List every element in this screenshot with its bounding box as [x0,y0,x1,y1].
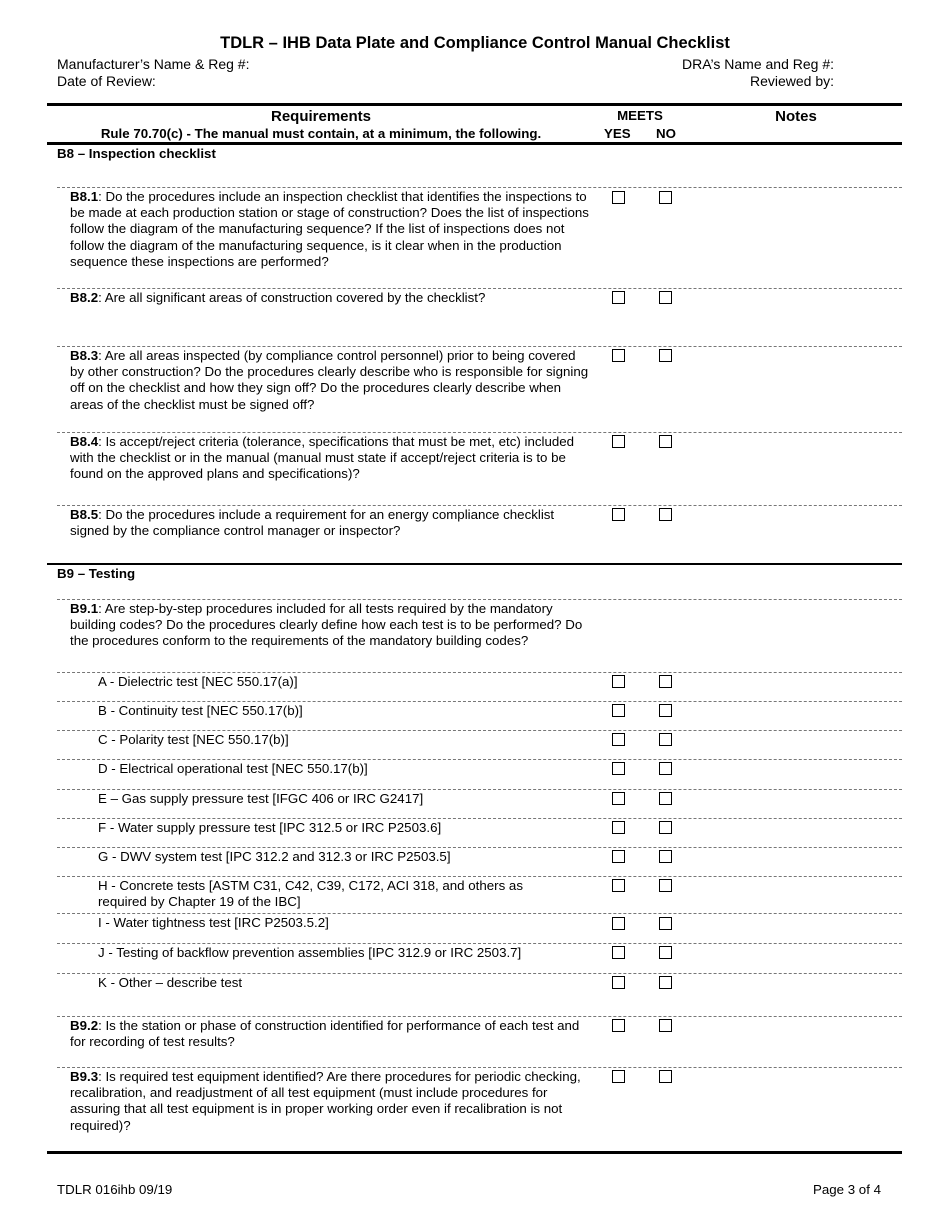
question-text: : Do the procedures include a requirement for an energy compliance checklist signed by the compliance control manager or inspector? [70,507,555,539]
no-checkbox-b9-3[interactable] [659,1070,672,1083]
row-divider [57,789,902,790]
form-id: TDLR 016ihb 09/19 [57,1182,173,1197]
row-divider [57,759,902,760]
no-checkbox-test-e[interactable] [659,792,672,805]
test-k: K - Other – describe test [98,975,243,990]
question-text: : Are all areas inspected (by compliance control personnel) prior to being covered by other construction? Do the procedures clearly describe who is responsible for signing off on the checklist and how they sign off? Do the procedures clearly describe when areas of the checklist must be signed off? [70,348,589,412]
question-code: B8.5 [70,507,99,522]
test-f: F - Water supply pressure test [IPC 312.5 or IRC P2503.6] [98,820,442,835]
no-checkbox-test-c[interactable] [659,733,672,746]
yes-checkbox-test-c[interactable] [612,733,625,746]
question-code: B9.3 [70,1069,99,1084]
test-g: G - DWV system test [IPC 312.2 and 312.3 or IRC P2503.5] [98,849,451,864]
no-checkbox-test-g[interactable] [659,850,672,863]
meets-heading: MEETS [617,108,663,123]
no-checkbox-b8-1[interactable] [659,191,672,204]
yes-checkbox-test-d[interactable] [612,762,625,775]
section-b9-heading: B9 – Testing [57,566,136,581]
question-code: B8.2 [70,290,99,305]
row-divider [57,973,902,974]
test-i: I - Water tightness test [IRC P2503.5.2] [98,915,329,930]
yes-checkbox-test-f[interactable] [612,821,625,834]
question-text: : Are step-by-step procedures included for all tests required by the mandatory building codes? Do the procedures clearly define how each test is to be performed? Do the procedures conform to the requirements of the mandatory building codes? [70,601,583,649]
section-b8-heading: B8 – Inspection checklist [57,146,216,161]
no-checkbox-test-h[interactable] [659,879,672,892]
question-b8-2 [70,290,590,306]
question-text: : Are all significant areas of construction covered by the checklist? [98,290,486,305]
question-b9-3 [70,1069,590,1134]
yes-checkbox-test-h[interactable] [612,879,625,892]
reviewed-by-label: Reviewed by: [749,73,834,89]
question-b8-4 [70,434,590,483]
section-b9-rule [47,563,902,565]
yes-checkbox-test-j[interactable] [612,946,625,959]
yes-checkbox-test-k[interactable] [612,976,625,989]
test-a: A - Dielectric test [NEC 550.17(a)] [98,674,298,689]
row-divider [57,701,902,702]
yes-checkbox-b9-2[interactable] [612,1019,625,1032]
row-divider [57,599,902,600]
yes-checkbox-test-b[interactable] [612,704,625,717]
test-h: H - Concrete tests [ASTM C31, C42, C39, C172, ACI 318, and others as required by Chapter 19 of the IBC] [98,878,523,910]
question-b8-1 [70,189,590,270]
no-checkbox-test-b[interactable] [659,704,672,717]
question-b8-5 [70,507,590,539]
yes-checkbox-test-a[interactable] [612,675,625,688]
question-b8-3 [70,348,590,413]
row-divider [57,505,902,506]
yes-heading: YES [604,126,631,141]
question-b9-1 [70,601,590,650]
question-text: : Is required test equipment identified? Are there procedures for periodic checking, recalibration, and readjustment of all test equipment (must include procedures for assuring that all test equipment is in proper working order even if recalibration is not required)? [70,1069,581,1133]
test-e: E – Gas supply pressure test [IFGC 406 or IRC G2417] [98,791,424,806]
row-divider [57,1016,902,1017]
no-checkbox-test-d[interactable] [659,762,672,775]
yes-checkbox-test-i[interactable] [612,917,625,930]
no-checkbox-b9-2[interactable] [659,1019,672,1032]
question-text: : Do the procedures include an inspection checklist that identifies the inspections to be made at each production station or stage of construction? Does the list of inspections follow the diagram of the manufacturing sequence? If the list of inspections does not follow the diagram of the manufacturing sequence, is it clear when in the production sequence these inspections are performed? [70,189,589,269]
dra-label: DRA’s Name and Reg #: [682,56,834,72]
row-divider [57,943,902,944]
requirements-heading: Requirements [270,108,372,125]
question-code: B8.3 [70,348,99,363]
no-checkbox-b8-4[interactable] [659,435,672,448]
yes-checkbox-b8-3[interactable] [612,349,625,362]
table-top-rule [47,103,902,106]
no-heading: NO [656,126,676,141]
yes-checkbox-b8-5[interactable] [612,508,625,521]
row-divider [57,672,902,673]
no-checkbox-test-f[interactable] [659,821,672,834]
page-number: Page 3 of 4 [812,1182,881,1197]
date-of-review-label: Date of Review: [57,73,156,89]
rule-heading: Rule 70.70(c) - The manual must contain, at a minimum, the following. [100,126,542,141]
no-checkbox-b8-3[interactable] [659,349,672,362]
no-checkbox-test-i[interactable] [659,917,672,930]
row-divider [57,847,902,848]
question-code: B8.4 [70,434,99,449]
row-divider [57,432,902,433]
notes-heading: Notes [775,108,817,125]
row-divider [57,876,902,877]
yes-checkbox-test-g[interactable] [612,850,625,863]
yes-checkbox-test-e[interactable] [612,792,625,805]
no-checkbox-test-k[interactable] [659,976,672,989]
manufacturer-label: Manufacturer’s Name & Reg #: [57,56,250,72]
table-bottom-rule [47,1151,902,1154]
question-text: : Is the station or phase of construction identified for performance of each test and for recording of test results? [70,1018,580,1050]
no-checkbox-test-a[interactable] [659,675,672,688]
no-checkbox-b8-2[interactable] [659,291,672,304]
row-divider [57,730,902,731]
row-divider [57,346,902,347]
question-b9-2 [70,1018,590,1050]
question-code: B8.1 [70,189,99,204]
row-divider [57,913,902,914]
test-b: B - Continuity test [NEC 550.17(b)] [98,703,303,718]
question-code: B9.1 [70,601,99,616]
no-checkbox-test-j[interactable] [659,946,672,959]
table-header-rule [47,142,902,145]
question-text: : Is accept/reject criteria (tolerance, specifications that must be met, etc) included with the checklist or in the manual (manual must state if accept/reject criteria is to be found on the approved plans and specifications)? [70,434,575,482]
document-title: TDLR – IHB Data Plate and Compliance Control Manual Checklist [220,34,730,52]
row-divider [57,187,902,188]
question-code: B9.2 [70,1018,99,1033]
test-j: J - Testing of backflow prevention assemblies [IPC 312.9 or IRC 2503.7] [98,945,522,960]
row-divider [57,1067,902,1068]
row-divider [57,288,902,289]
row-divider [57,818,902,819]
test-c: C - Polarity test [NEC 550.17(b)] [98,732,289,747]
yes-checkbox-b9-3[interactable] [612,1070,625,1083]
yes-checkbox-b8-2[interactable] [612,291,625,304]
yes-checkbox-b8-4[interactable] [612,435,625,448]
yes-checkbox-b8-1[interactable] [612,191,625,204]
no-checkbox-b8-5[interactable] [659,508,672,521]
test-d: D - Electrical operational test [NEC 550.17(b)] [98,761,368,776]
